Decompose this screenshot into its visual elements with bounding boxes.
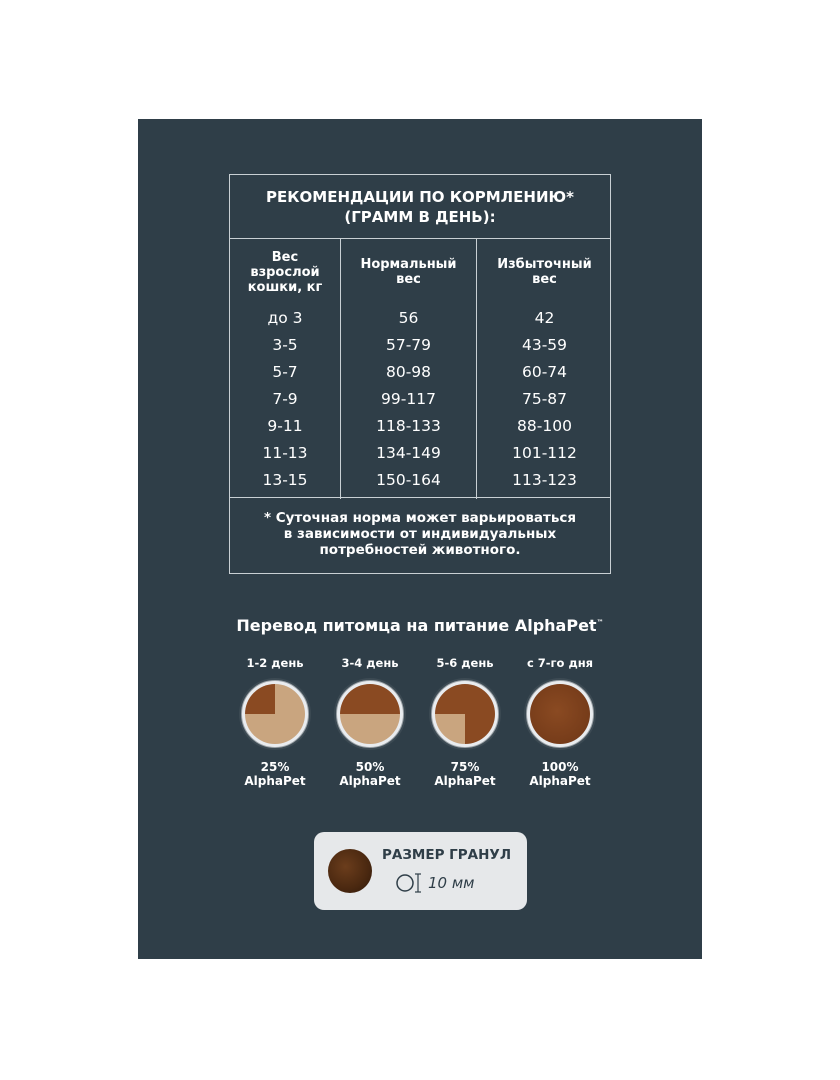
table-cell: 13-15 [262, 471, 308, 489]
table-cell: 150-164 [376, 471, 441, 489]
pellet-icon [328, 849, 372, 893]
header-line: Избыточный [497, 257, 592, 272]
percent-brand: AlphaPet [434, 774, 496, 788]
column-values [230, 305, 340, 494]
table-cell: 113-123 [512, 471, 577, 489]
table-cell: 88-100 [517, 417, 572, 435]
stage-label: 1-2 день [246, 656, 304, 670]
transition-stage-1 [230, 656, 320, 788]
stage-label: с 7-го дня [526, 656, 594, 670]
header-line: Нормальный [360, 257, 457, 272]
table-cell: 99-117 [381, 390, 436, 408]
table-cell: 118-133 [376, 417, 441, 435]
table-cell: 75-87 [521, 390, 568, 408]
table-cell: 3-5 [272, 336, 298, 354]
table-cell: 57-79 [385, 336, 432, 354]
brand-name: AlphaPet [514, 616, 597, 635]
percent-value: 75% [450, 760, 480, 774]
header-line: вес [396, 272, 421, 287]
table-cell: 134-149 [376, 444, 441, 462]
trademark-mark: ™ [596, 618, 604, 627]
product-info-panel [138, 119, 702, 959]
table-cell: 101-112 [512, 444, 577, 462]
percent-brand: AlphaPet [244, 774, 306, 788]
column-header [477, 239, 612, 305]
transition-stage-4 [515, 656, 605, 788]
food-mix-fill [530, 684, 590, 744]
header-line: взрослой [250, 264, 320, 280]
food-bowl-icon [336, 680, 404, 748]
transition-stage-3 [420, 656, 510, 788]
footnote-line: в зависимости от индивидуальных [283, 526, 557, 542]
transition-title-text: Перевод питомца на питание [236, 616, 515, 635]
percent-value: 50% [355, 760, 385, 774]
column-header [341, 239, 476, 305]
header-line: вес [532, 272, 557, 287]
table-cell: 42 [534, 309, 555, 327]
table-cell: 11-13 [262, 444, 308, 462]
column-values [341, 305, 476, 494]
transition-title [138, 616, 702, 635]
column-header [230, 239, 340, 305]
food-mix-fill [245, 684, 305, 744]
granule-size-value: 10 мм [428, 874, 475, 892]
diameter-icon [394, 872, 424, 894]
table-cell: 7-9 [272, 390, 298, 408]
granule-size [394, 872, 475, 894]
transition-stage-2 [325, 656, 415, 788]
table-cell: 56 [398, 309, 419, 327]
granule-title: РАЗМЕР ГРАНУЛ [382, 847, 512, 863]
column-cat-weight [230, 239, 340, 499]
header-line: Вес [271, 249, 299, 265]
food-mix-fill [340, 684, 400, 744]
table-cell: 80-98 [385, 363, 432, 381]
table-cell: 5-7 [272, 363, 298, 381]
stage-percent [325, 760, 415, 788]
percent-value: 100% [541, 760, 579, 774]
percent-brand: AlphaPet [339, 774, 401, 788]
stage-percent [515, 760, 605, 788]
food-bowl-icon [431, 680, 499, 748]
header-line: кошки, кг [247, 279, 323, 295]
stage-percent [420, 760, 510, 788]
column-normal-weight [340, 239, 477, 499]
feeding-footnote [230, 497, 610, 573]
stage-label: 5-6 день [436, 656, 494, 670]
footnote-line: * Суточная норма может варьироваться [263, 510, 577, 526]
feeding-table-title [230, 175, 610, 239]
table-title-line: РЕКОМЕНДАЦИИ ПО КОРМЛЕНИЮ* [266, 188, 574, 206]
percent-value: 25% [260, 760, 290, 774]
column-values [477, 305, 612, 494]
footnote-line: потребностей животного. [319, 542, 521, 558]
table-cell: до 3 [267, 309, 303, 327]
stage-label: 3-4 день [341, 656, 399, 670]
food-bowl-icon [526, 680, 594, 748]
table-cell: 43-59 [521, 336, 568, 354]
percent-brand: AlphaPet [529, 774, 591, 788]
granule-size-card [314, 832, 527, 910]
food-bowl-icon [241, 680, 309, 748]
table-title-line: (ГРАММ В ДЕНЬ): [344, 208, 496, 226]
table-cell: 60-74 [521, 363, 568, 381]
feeding-table [229, 174, 611, 574]
stage-percent [230, 760, 320, 788]
table-cell: 9-11 [267, 417, 303, 435]
column-overweight [477, 239, 612, 499]
food-mix-fill [435, 684, 495, 744]
